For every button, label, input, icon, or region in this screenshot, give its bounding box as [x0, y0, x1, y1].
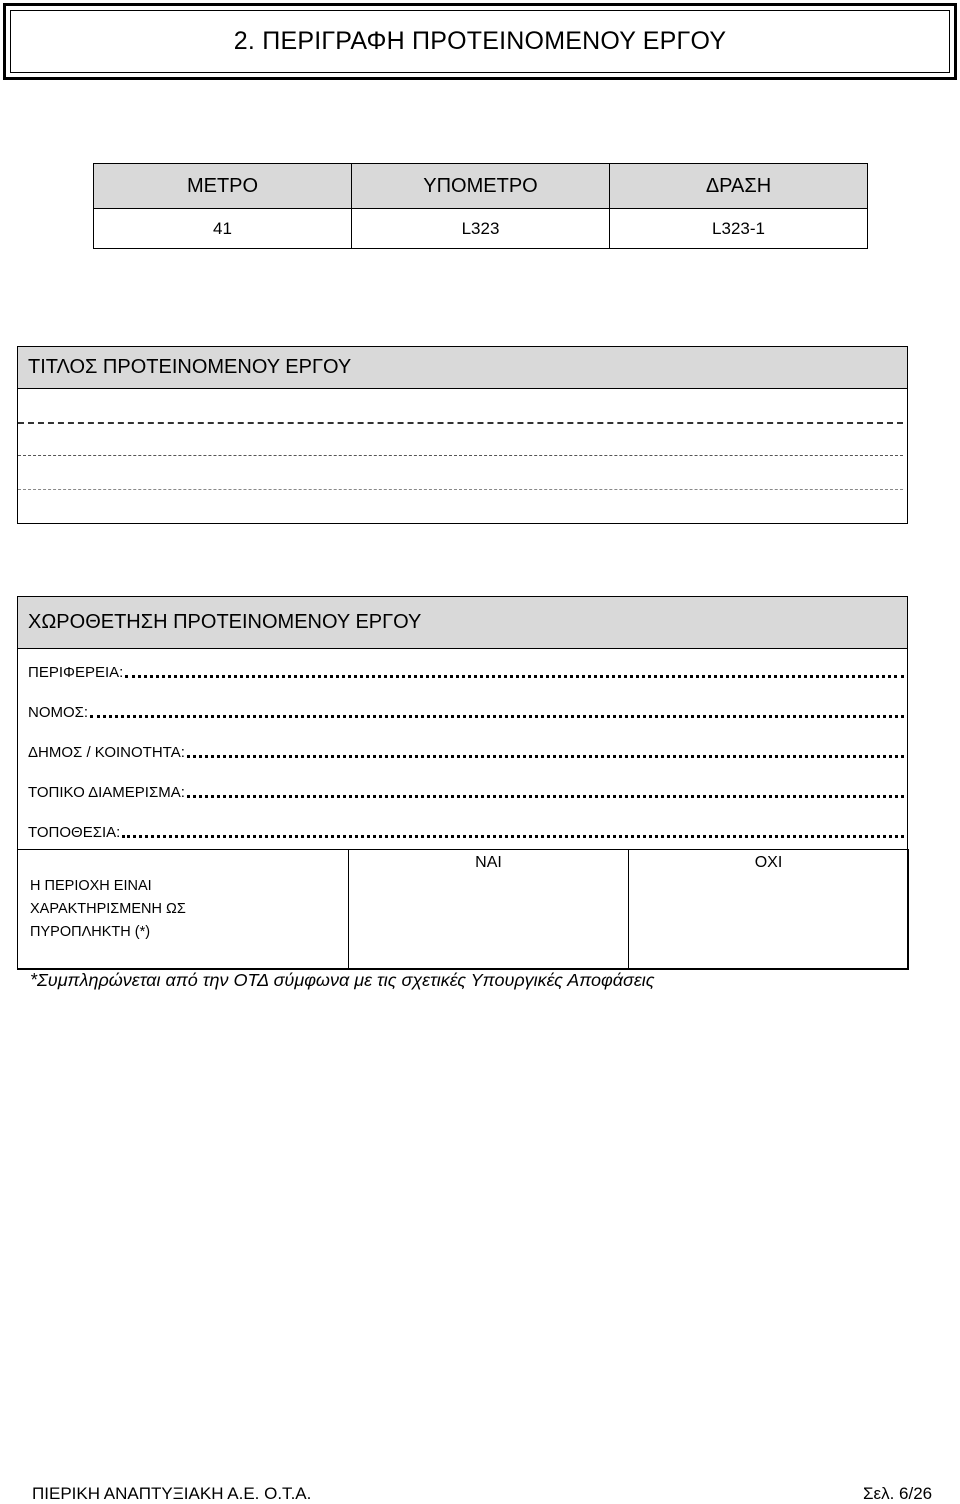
- title-input-line-1[interactable]: [18, 422, 903, 424]
- measure-table: [93, 163, 868, 249]
- field-municipality-fill-line[interactable]: [187, 755, 904, 758]
- fire-affected-table: [17, 849, 909, 970]
- project-title-box: [17, 346, 908, 524]
- field-municipality[interactable]: [28, 739, 904, 761]
- header-submeasure: ΥΠΟΜΕΤΡΟ: [352, 164, 610, 209]
- field-region-fill-line[interactable]: [125, 675, 904, 678]
- section-title: 2. ΠΕΡΙΓΡΑΦΗ ΠΡΟΤΕΙΝΟΜΕΝΟΥ ΕΡΓΟΥ: [10, 10, 950, 73]
- fire-affected-yes-cell[interactable]: [349, 850, 629, 970]
- value-submeasure: L323: [352, 209, 610, 249]
- fire-question-line-3: ΠΥΡΟΠΛΗΚΤΗ (*): [30, 924, 151, 940]
- header-measure: ΜΕΤΡΟ: [94, 164, 352, 209]
- title-input-line-3[interactable]: [18, 489, 903, 490]
- field-location-label: ΤΟΠΟΘΕΣΙΑ:: [28, 824, 121, 841]
- field-prefecture[interactable]: [28, 699, 904, 721]
- footer-organization: ΠΙΕΡΙΚΗ ΑΝΑΠΤΥΞΙΑΚΗ Α.Ε. Ο.Τ.Α.: [32, 1484, 312, 1503]
- footnote: *Συμπληρώνεται από την ΟΤΔ σύμφωνα με τις σχετικές Υπουργικές Αποφάσεις: [30, 970, 655, 990]
- measure-table-header-row: [94, 164, 868, 209]
- title-input-line-2[interactable]: [18, 455, 903, 456]
- value-action: L323-1: [610, 209, 868, 249]
- header-action: ΔΡΑΣΗ: [610, 164, 868, 209]
- field-location[interactable]: [28, 819, 904, 841]
- measure-table-value-row: [94, 209, 868, 249]
- fire-affected-no-cell[interactable]: [629, 850, 909, 970]
- footer-page-number: Σελ. 6/26: [863, 1484, 933, 1503]
- field-municipality-label: ΔΗΜΟΣ / ΚΟΙΝΟΤΗΤΑ:: [28, 744, 185, 761]
- project-location-heading: ΧΩΡΟΘΕΤΗΣΗ ΠΡΟΤΕΙΝΟΜΕΝΟΥ ΕΡΓΟΥ: [18, 597, 907, 649]
- field-local-district-label: ΤΟΠΙΚΟ ΔΙΑΜΕΡΙΣΜΑ:: [28, 784, 185, 801]
- field-prefecture-label: ΝΟΜΟΣ:: [28, 704, 89, 721]
- fire-affected-yes-label: ΝΑΙ: [475, 854, 502, 871]
- project-title-heading: ΤΙΤΛΟΣ ΠΡΟΤΕΙΝΟΜΕΝΟΥ ΕΡΓΟΥ: [18, 347, 907, 389]
- section-header-box: [3, 3, 957, 80]
- project-location-box: [17, 596, 908, 969]
- field-local-district[interactable]: [28, 779, 904, 801]
- fire-question-line-1: Η ΠΕΡΙΟΧΗ ΕΙΝΑΙ: [30, 878, 152, 894]
- field-region[interactable]: [28, 659, 904, 681]
- fire-affected-question: [18, 850, 349, 970]
- field-prefecture-fill-line[interactable]: [90, 715, 904, 718]
- fire-question-line-2: ΧΑΡΑΚΤΗΡΙΣΜΕΝΗ ΩΣ: [30, 901, 186, 917]
- field-region-label: ΠΕΡΙΦΕΡΕΙΑ:: [28, 664, 124, 681]
- fire-affected-no-label: ΟΧΙ: [754, 854, 783, 871]
- value-measure: 41: [94, 209, 352, 249]
- field-local-district-fill-line[interactable]: [187, 795, 904, 798]
- field-location-fill-line[interactable]: [122, 835, 904, 838]
